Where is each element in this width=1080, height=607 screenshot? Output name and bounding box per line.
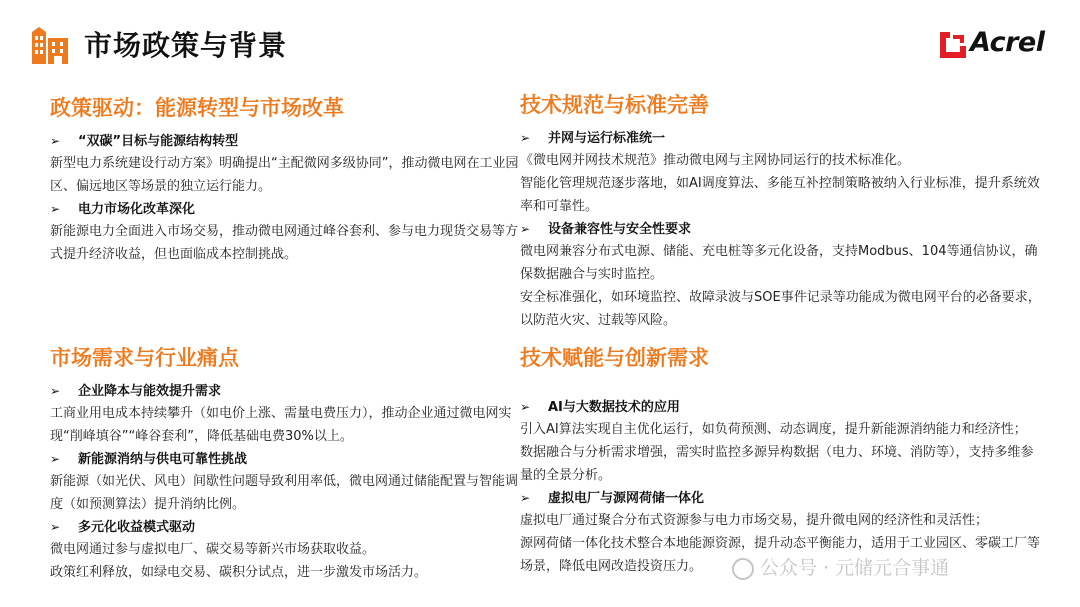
- arrow-bullet-icon: ➢: [50, 520, 61, 534]
- acrel-logo-text: Acrel: [970, 27, 1045, 58]
- section-standards: [520, 91, 1042, 332]
- bullet-heading: ➢ 电力市场化改革深化: [50, 198, 520, 220]
- arrow-bullet-icon: ➢: [520, 400, 531, 414]
- page-title: 市场政策与背景: [84, 29, 288, 62]
- arrow-bullet-icon: ➢: [50, 384, 61, 398]
- acrel-logo-mark-icon: [940, 32, 966, 58]
- bullet-heading: ➢ 多元化收益模式驱动: [50, 516, 520, 538]
- section-title: 技术规范与标准完善: [520, 93, 709, 117]
- paragraph: 《微电网并网技术规范》推动微电网与主网协同运行的技术标准化。: [520, 153, 911, 168]
- paragraph: 政策红利释放，如绿电交易、碳积分试点，进一步激发市场活力。: [50, 565, 428, 580]
- paragraph: 新能源电力全面进入市场交易，推动微电网通过峰谷套利、参与电力现货交易等方式提升经济收益，但也面临成本控制挑战。: [50, 224, 519, 262]
- arrow-bullet-icon: ➢: [520, 222, 531, 236]
- paragraph: 智能化管理规范逐步落地，如AI调度算法、多能互补控制策略被纳入行业标准，提升系统效率和可靠性。: [520, 176, 1040, 214]
- bullet-heading: ➢ 虚拟电厂与源网荷储一体化: [520, 487, 1042, 509]
- paragraph: 引入AI算法实现自主优化运行，如负荷预测、动态调度，提升新能源消纳能力和经济性；: [520, 422, 1027, 437]
- arrow-bullet-icon: ➢: [520, 491, 531, 505]
- section-title: 技术赋能与创新需求: [520, 346, 709, 370]
- building-icon: [30, 26, 70, 66]
- bullet-heading: ➢ 企业降本与能效提升需求: [50, 380, 520, 402]
- paragraph: 微电网兼容分布式电源、储能、充电桩等多元化设备，支持Modbus、104等通信协议，确保数据融合与实时监控。: [520, 244, 1038, 282]
- bullet-heading: ➢ 新能源消纳与供电可靠性挑战: [50, 448, 520, 470]
- section-innovation: [520, 344, 1042, 578]
- paragraph: 微电网通过参与虚拟电厂、碳交易等新兴市场获取收益。: [50, 542, 376, 557]
- bullet-heading: ➢ 设备兼容性与安全性要求: [520, 218, 1042, 240]
- bullet-heading: ➢ AI与大数据技术的应用: [520, 396, 1042, 418]
- section-policy: [50, 94, 520, 266]
- paragraph: 源网荷储一体化技术整合本地能源资源，提升动态平衡能力，适用于工业园区、零碳工厂等场景，降低电网改造投资压力。: [520, 536, 1041, 574]
- paragraph: 工商业用电成本持续攀升（如电价上涨、需量电费压力），推动企业通过微电网实现“削峰填谷”“峰谷套利”，降低基础电费30%以上。: [50, 406, 512, 444]
- arrow-bullet-icon: ➢: [50, 452, 61, 466]
- paragraph: 虚拟电厂通过聚合分布式资源参与电力市场交易，提升微电网的经济性和灵活性；: [520, 513, 989, 528]
- header: [0, 0, 1080, 88]
- wechat-icon: [732, 558, 754, 580]
- section-title: 政策驱动：能源转型与市场改革: [50, 96, 344, 120]
- arrow-bullet-icon: ➢: [50, 202, 61, 216]
- paragraph: 安全标准强化，如环境监控、故障录波与SOE事件记录等功能成为微电网平台的必备要求，以防范火灾、过载等风险。: [520, 290, 1041, 328]
- paragraph: 新型电力系统建设行动方案》明确提出“主配微网多级协同”，推动微电网在工业园区、偏远地区等场景的独立运行能力。: [50, 156, 519, 194]
- arrow-bullet-icon: ➢: [520, 131, 531, 145]
- section-title: 市场需求与行业痛点: [50, 346, 239, 370]
- paragraph: 新能源（如光伏、风电）间歇性问题导致利用率低，微电网通过储能配置与智能调度（如预测算法）提升消纳比例。: [50, 474, 519, 512]
- paragraph: 数据融合与分析需求增强，需实时监控多源异构数据（电力、环境、消防等），支持多维参量的全景分析。: [520, 445, 1034, 483]
- watermark: 公众号 · 元储元合事通: [732, 553, 949, 580]
- bullet-heading: ➢ “双碳”目标与能源结构转型: [50, 130, 520, 152]
- acrel-logo: [940, 27, 1055, 60]
- section-demand: [50, 344, 520, 584]
- bullet-heading: ➢ 并网与运行标准统一: [520, 127, 1042, 149]
- arrow-bullet-icon: ➢: [50, 134, 61, 148]
